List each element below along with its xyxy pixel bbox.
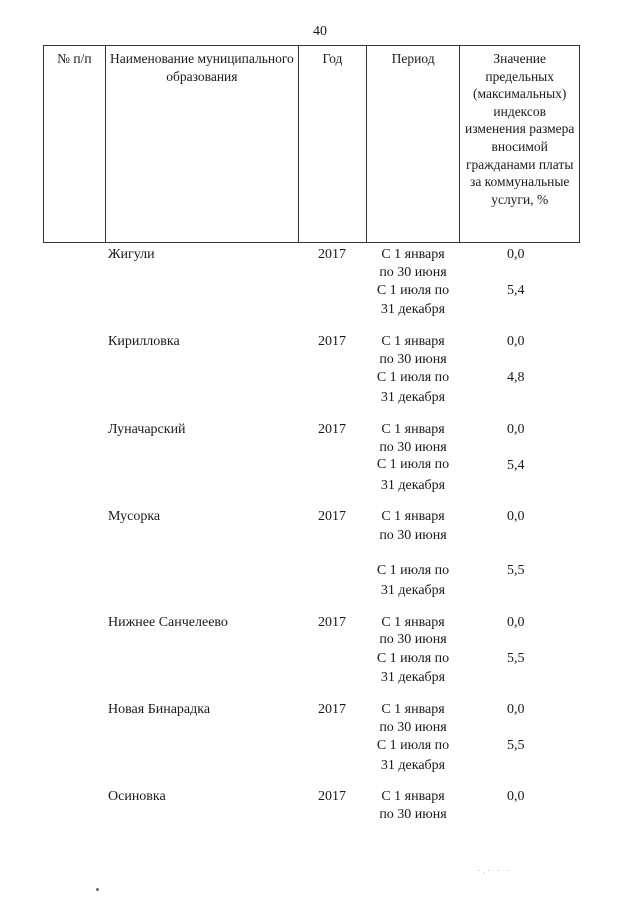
row-name: Осиновка: [108, 789, 166, 804]
period-end-line1: С 1 июля по: [376, 563, 450, 578]
row-year: 2017: [318, 789, 346, 804]
period-start-line2: по 30 июня: [379, 265, 447, 280]
row-year: 2017: [318, 422, 346, 437]
scan-specks: ·.· · ·: [477, 866, 512, 877]
page-number: 40: [313, 24, 327, 39]
period-end-line1: С 1 июля по: [376, 738, 450, 753]
header-num: № п/п: [44, 46, 106, 242]
row-name: Мусорка: [108, 509, 161, 524]
scan-mark: [96, 888, 99, 891]
header-period: Период: [367, 46, 461, 242]
period-start-line2: по 30 июня: [379, 352, 447, 367]
period-end-line2: 31 декабря: [380, 670, 446, 685]
period-start-line1: С 1 января: [381, 422, 445, 437]
period-end-line1: С 1 июля по: [376, 283, 450, 298]
period-end-line1: С 1 июля по: [376, 370, 450, 385]
row-year: 2017: [318, 509, 346, 524]
row-value-2: 5,5: [507, 563, 525, 578]
period-end-line2: 31 декабря: [380, 758, 446, 773]
period-start-line1: С 1 января: [381, 247, 445, 262]
period-start-line2: по 30 июня: [379, 528, 447, 543]
table-header: [43, 45, 580, 243]
period-start-line1: С 1 января: [381, 334, 445, 349]
row-value-1: 0,0: [507, 422, 525, 437]
row-name: Луначарский: [108, 422, 186, 437]
row-value-2: 5,4: [507, 458, 525, 473]
period-start-line1: С 1 января: [381, 789, 445, 804]
period-end-line2: 31 декабря: [380, 302, 446, 317]
header-value: Значение предельных (максимальных) индексов изменения размера вносимой гражданами платы за коммунальные услуги, %: [465, 51, 575, 207]
period-start-line1: С 1 января: [381, 702, 445, 717]
period-end-line2: 31 декабря: [380, 478, 446, 493]
row-value-1: 0,0: [507, 247, 525, 262]
row-value-2: 5,5: [507, 738, 525, 753]
period-start-line1: С 1 января: [381, 615, 445, 630]
period-end-line1: С 1 июля по: [376, 651, 450, 666]
row-value-1: 0,0: [507, 702, 525, 717]
period-end-line2: 31 декабря: [380, 390, 446, 405]
row-name: Кирилловка: [108, 334, 180, 349]
row-year: 2017: [318, 247, 346, 262]
period-start-line2: по 30 июня: [379, 632, 447, 647]
row-value-2: 4,8: [507, 370, 525, 385]
period-start-line2: по 30 июня: [379, 807, 447, 822]
row-value-1: 0,0: [507, 334, 525, 349]
header-year: Год: [299, 46, 367, 242]
row-year: 2017: [318, 334, 346, 349]
period-start-line2: по 30 июня: [379, 720, 447, 735]
period-end-line1: С 1 июля по: [376, 457, 450, 472]
row-value-2: 5,4: [507, 283, 525, 298]
row-value-1: 0,0: [507, 615, 525, 630]
row-year: 2017: [318, 615, 346, 630]
row-value-1: 0,0: [507, 509, 525, 524]
row-name: Жигули: [108, 247, 155, 262]
row-name: Нижнее Санчелеево: [108, 615, 228, 630]
period-start-line2: по 30 июня: [379, 440, 447, 455]
row-name: Новая Бинарадка: [108, 702, 211, 717]
row-value-2: 5,5: [507, 651, 525, 666]
row-value-1: 0,0: [507, 789, 525, 804]
period-start-line1: С 1 января: [381, 509, 445, 524]
period-end-line2: 31 декабря: [380, 583, 446, 598]
row-year: 2017: [318, 702, 346, 717]
header-name: Наименование муниципального образования: [106, 46, 299, 242]
